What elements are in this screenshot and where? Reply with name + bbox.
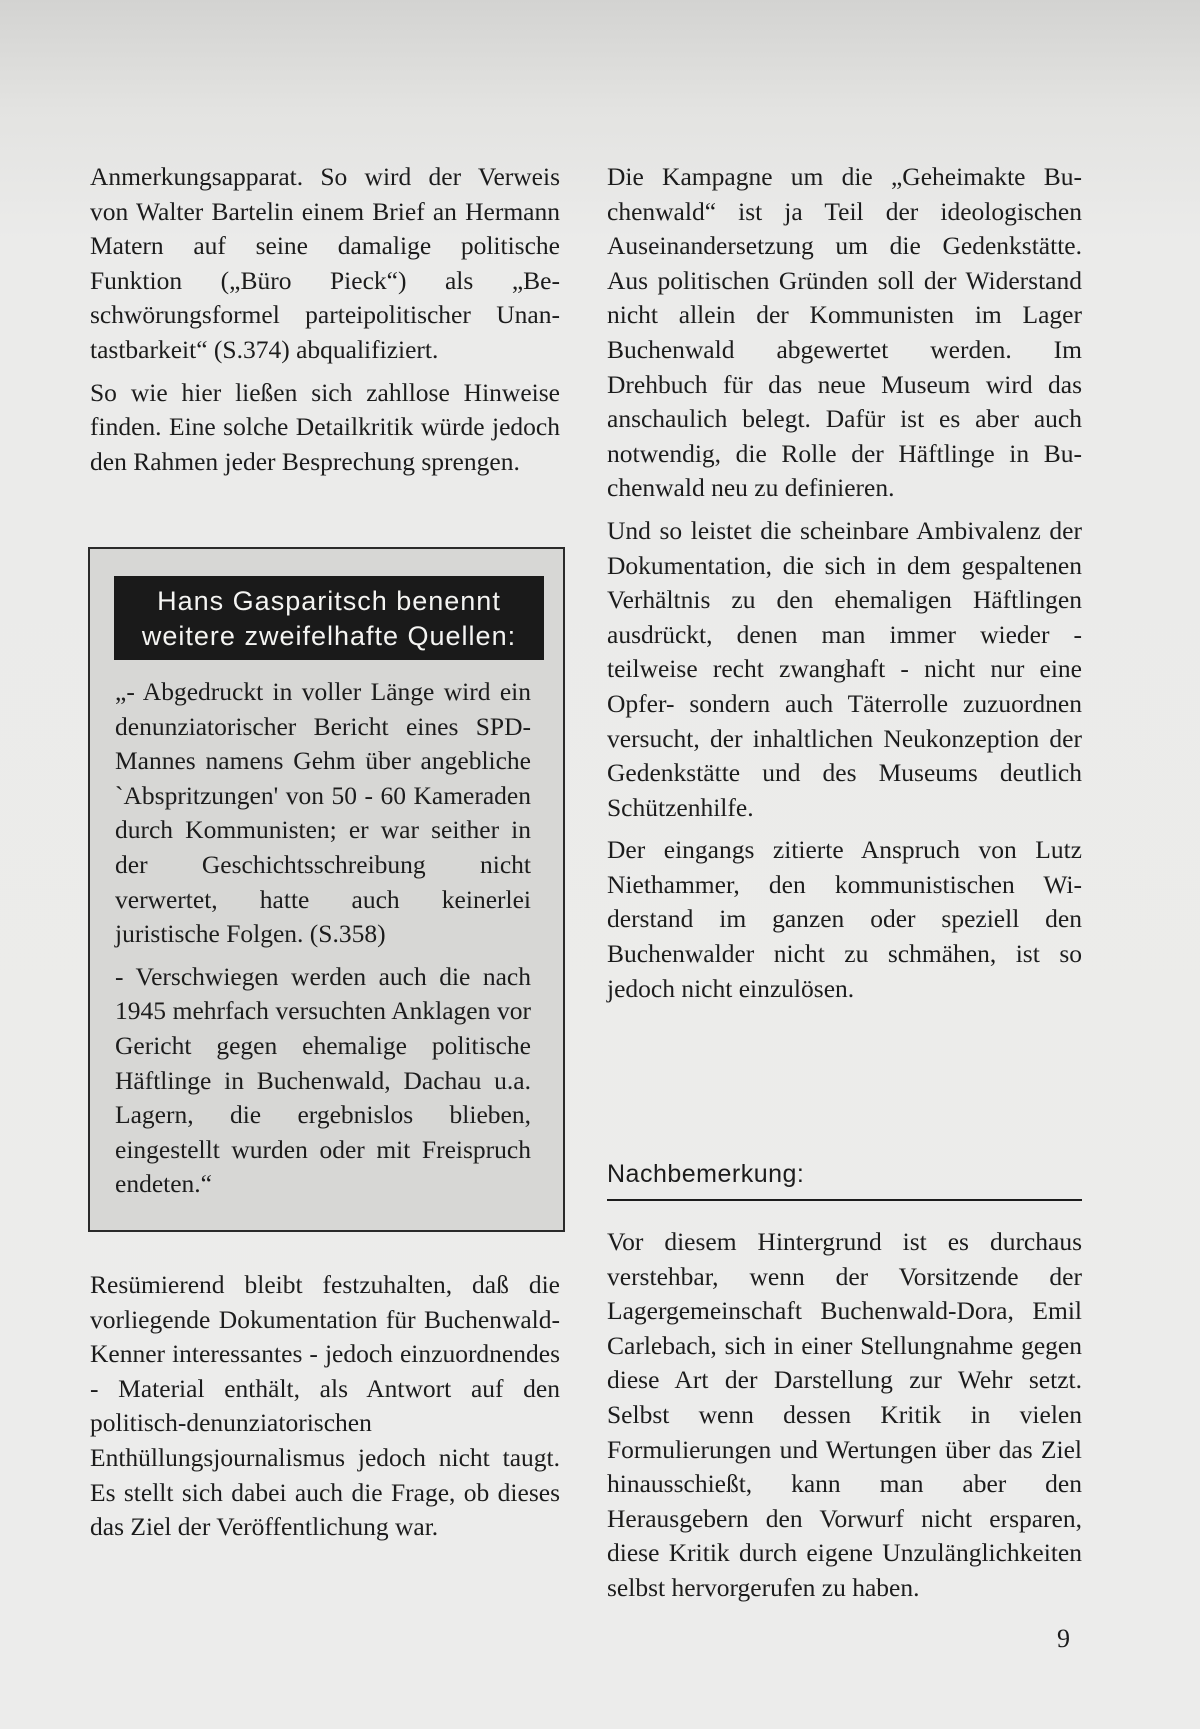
nachbemerkung-section: [607, 1159, 1082, 1614]
page-number: 9: [1057, 1624, 1070, 1653]
body-paragraph: Anmerkungsapparat. So wird der Verweis von Walter Bartelin einem Brief an Hermann Matern auf seine damalige politische Funktion („Büro Pieck“) als „Beschwörungsformel parteipolitischer Unantastbarkeit“ (S.374) abqualifiziert.: [90, 162, 560, 364]
quote-heading-line: Hans Gasparitsch benennt: [157, 586, 501, 616]
body-paragraph: Die Kampagne um die „Geheimakte Buchenwald“ ist ja Teil der ideologischen Auseinandersetzung um die Gedenkstätte. Aus politischen Gründen soll der Widerstand nicht allein der Kommunisten im Lager Buchenwald abgewertet werden. Im Drehbuch für das neue Museum wird das anschaulich belegt. Dafür ist es aber auch notwendig, die Rolle der Häftlinge in Buchenwald neu zu definieren.: [607, 162, 1082, 503]
quote-heading-line: weitere zweifelhafte Quellen:: [141, 621, 517, 651]
section-title: Nachbemerkung:: [607, 1159, 1082, 1201]
quote-body: [115, 675, 531, 1210]
quote-box-heading: [114, 576, 544, 660]
quote-box: [88, 547, 565, 1232]
body-paragraph: Resümierend bleibt festzuhalten, daß die vorliegende Dokumentation für Buchenwald-Kenner interessantes - jedoch einzuordnendes - Material enthält, als Antwort auf den politisch-denunziatorischen Enthüllungsjournalismus jedoch nicht taugt. Es stellt sich dabei auch die Frage, ob dieses das Ziel der Veröffentlichung war.: [90, 1270, 560, 1542]
quote-paragraph: - Verschwiegen werden auch die nach 1945 mehrfach versuchten Anklagen vor Gericht gegen ehemalige politische Häftlinge in Buchenwald, Dachau u.a. Lagern, die ergebnislos blieben, eingestellt wurden oder mit Freispruch endeten.“: [115, 961, 531, 1199]
body-paragraph: Vor diesem Hintergrund ist es durchaus verstehbar, wenn der Vorsitzende der Lagergemeinschaft Buchenwald-Dora, Emil Carlebach, sich in einer Stellungnahme gegen diese Art der Darstellung zur Wehr setzt. Selbst wenn dessen Kritik in vielen Formulierungen und Wertungen über das Ziel hinausschießt, kann man aber den Herausgebern den Vorwurf nicht ersparen, diese Kritik durch eigene Unzulänglichkeiten selbst hervorgerufen zu haben.: [607, 1227, 1082, 1602]
body-paragraph: Der eingangs zitierte Anspruch von Lutz Niethammer, den kommunistischen Widerstand im ganzen oder speziell den Buchenwalder nicht zu schmähen, ist so jedoch nicht einzulösen.: [607, 835, 1082, 1003]
left-bottom-text: [90, 1268, 560, 1553]
left-column: [90, 160, 560, 487]
quote-paragraph: „- Abgedruckt in voller Länge wird ein denunziatorischer Bericht eines SPD-Mannes namens Gehm über angebliche `Abspritzungen' von 50 - 60 Kameraden durch Kommunisten; er war seither in der Geschichtsschreibung nicht verwertet, hatte auch keinerlei juristische Folgen. (S.358): [115, 677, 531, 949]
body-paragraph: So wie hier ließen sich zahllose Hinweise finden. Eine solche Detailkritik würde jedoch den Rahmen jeder Besprechung sprengen.: [90, 377, 560, 476]
body-paragraph: Und so leistet die scheinbare Ambivalenz der Dokumentation, die sich in dem gespaltenen Verhältnis zu den ehemaligen Häftlingen ausdrückt, denen man immer wieder - teilweise recht zwanghaft - nicht nur eine Opfer- sondern auch Täterrolle zuzuordnen versucht, der inhaltlichen Neukonzeption der Gedenkstätte und des Museums deutlich Schützenhilfe.: [607, 515, 1082, 822]
right-column: [607, 160, 1082, 1014]
